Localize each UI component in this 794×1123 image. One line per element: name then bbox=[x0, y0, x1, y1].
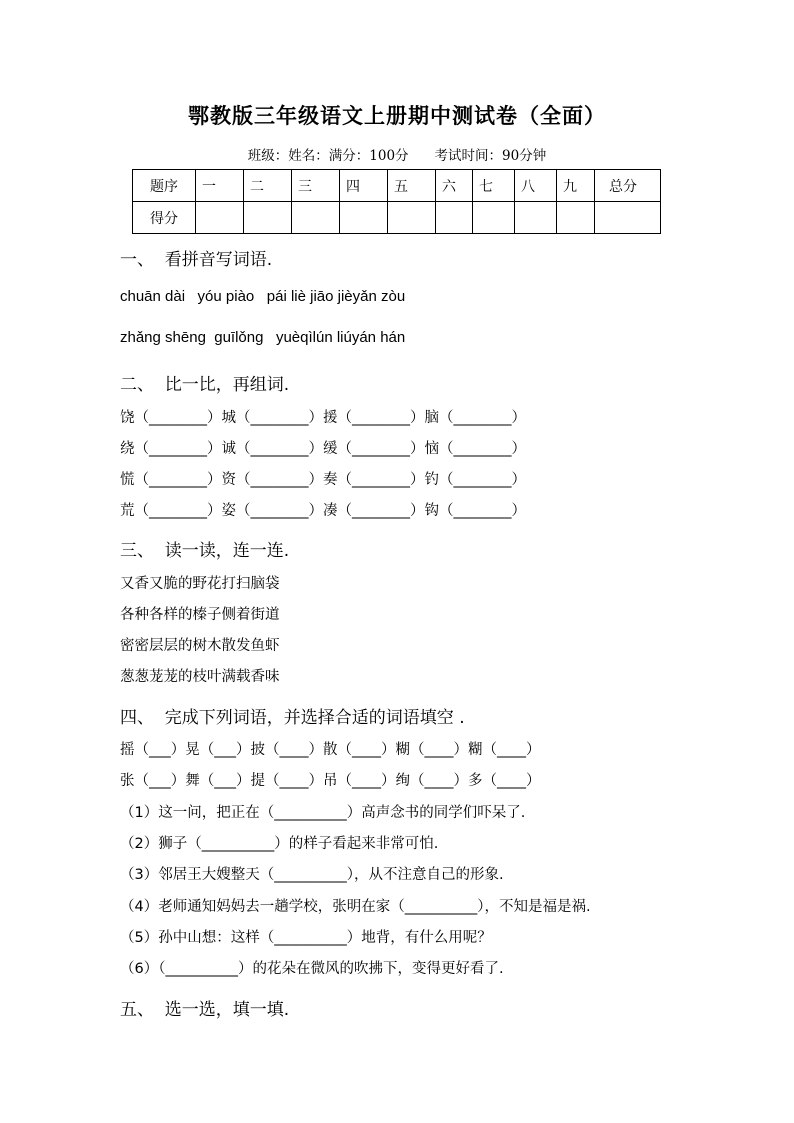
score-header-cell: 题序 bbox=[133, 170, 196, 202]
score-input-cell[interactable] bbox=[515, 202, 557, 234]
pinyin-line: chuān dài yóu piào pái liè jiāo jièyǎn zòu bbox=[120, 288, 406, 305]
match-line: 各种各样的榛子侧着街道 bbox=[120, 607, 280, 623]
pinyin-line: zhǎng shēng guīlǒng yuèqìlún liúyán hán bbox=[120, 329, 406, 346]
score-header-cell: 九 bbox=[557, 170, 595, 202]
score-input-cell[interactable] bbox=[557, 202, 595, 234]
compare-line: 荒（________）姿（________）凑（________）钩（________） bbox=[120, 503, 526, 519]
section-heading-1: 一、 看拼音写词语. bbox=[120, 250, 273, 270]
compare-line: 慌（________）资（________）奏（________）钓（________） bbox=[120, 472, 526, 488]
score-header-cell: 六 bbox=[436, 170, 473, 202]
score-input-cell[interactable] bbox=[436, 202, 473, 234]
score-table bbox=[132, 169, 661, 234]
sentence-line: （6）（__________）的花朵在微风的吹拂下，变得更好看了. bbox=[120, 961, 504, 977]
score-header-cell: 一 bbox=[196, 170, 244, 202]
match-line: 又香又脆的野花打扫脑袋 bbox=[120, 576, 280, 592]
score-header-cell: 八 bbox=[515, 170, 557, 202]
score-input-cell[interactable] bbox=[340, 202, 388, 234]
sentence-line: （2）狮子（__________）的样子看起来非常可怕. bbox=[120, 836, 439, 852]
compare-line: 饶（________）城（________）援（________）脑（________） bbox=[120, 410, 526, 426]
score-input-cell[interactable] bbox=[595, 202, 661, 234]
word-fill-line: 张（___）舞（___）提（____）吊（____）绚（____）多（____） bbox=[120, 773, 541, 789]
exam-info-left: 班级：姓名：满分：100分 bbox=[247, 148, 409, 164]
score-input-cell[interactable] bbox=[244, 202, 292, 234]
score-row-label: 得分 bbox=[133, 202, 196, 234]
sentence-line: （5）孙中山想：这样（__________）地背，有什么用呢？ bbox=[120, 930, 492, 946]
score-header-cell: 三 bbox=[292, 170, 340, 202]
score-input-cell[interactable] bbox=[196, 202, 244, 234]
score-table-score-row bbox=[133, 202, 661, 234]
word-fill-line: 摇（___）晃（___）披（____）散（____）糊（____）糊（____） bbox=[120, 742, 541, 758]
score-header-cell: 五 bbox=[388, 170, 436, 202]
exam-info-right: 考试时间：90分钟 bbox=[434, 148, 547, 164]
sentence-line: （4）老师通知妈妈去一趟学校，张明在家（__________），不知是福是祸. bbox=[120, 899, 591, 915]
score-header-cell: 总分 bbox=[595, 170, 661, 202]
match-line: 葱葱茏茏的枝叶满载香味 bbox=[120, 669, 280, 685]
exam-info bbox=[0, 144, 794, 164]
sentence-line: （3）邻居王大嫂整天（__________），从不注意自己的形象. bbox=[120, 867, 504, 883]
sentence-line: （1）这一问，把正在（__________）高声念书的同学们吓呆了. bbox=[120, 805, 526, 821]
score-input-cell[interactable] bbox=[473, 202, 515, 234]
section-heading-2: 二、 比一比，再组词. bbox=[120, 375, 290, 395]
section-heading-4: 四、 完成下列词语，并选择合适的词语填空 . bbox=[120, 708, 465, 728]
score-header-cell: 二 bbox=[244, 170, 292, 202]
score-header-cell: 七 bbox=[473, 170, 515, 202]
score-input-cell[interactable] bbox=[292, 202, 340, 234]
section-heading-5: 五、 选一选，填一填. bbox=[120, 1000, 290, 1020]
score-header-cell: 四 bbox=[340, 170, 388, 202]
page-title: 鄂教版三年级语文上册期中测试卷（全面） bbox=[188, 103, 606, 128]
score-table-header-row bbox=[133, 170, 661, 202]
compare-line: 绕（________）诚（________）缓（________）恼（________） bbox=[120, 441, 526, 457]
match-line: 密密层层的树木散发鱼虾 bbox=[120, 638, 280, 654]
score-input-cell[interactable] bbox=[388, 202, 436, 234]
section-heading-3: 三、 读一读，连一连. bbox=[120, 541, 290, 561]
